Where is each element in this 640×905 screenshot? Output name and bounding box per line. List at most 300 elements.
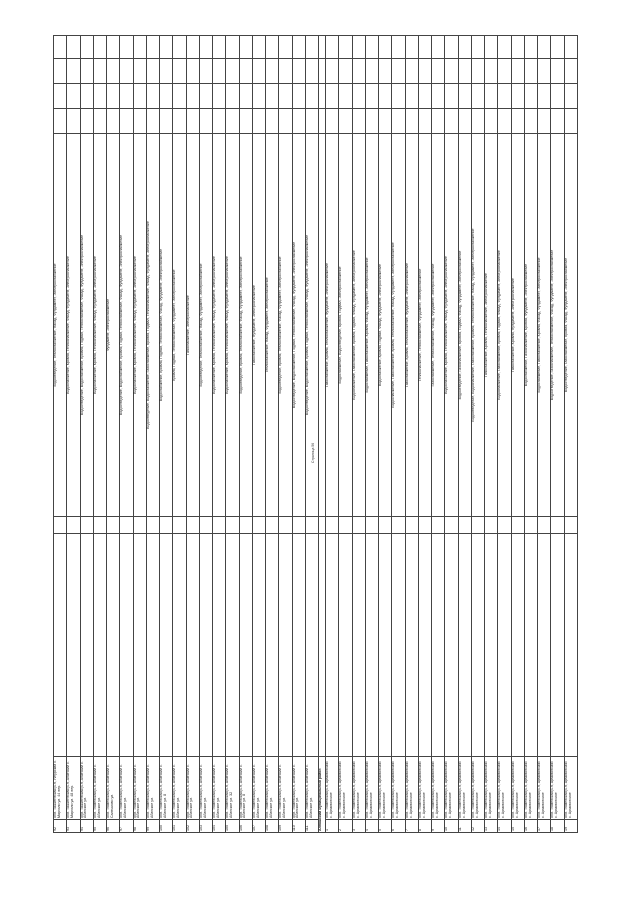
row-empty-cell	[379, 59, 392, 84]
row-empty-cell	[67, 517, 80, 534]
row-empty-cell	[292, 109, 305, 134]
row-empty-cell	[239, 109, 252, 134]
row-empty-cell	[511, 517, 524, 534]
row-works: Водоснабжение, Кровля, Теплоснабжение, Фасад, Фундамент, Электроснабжение	[133, 134, 146, 517]
row-empty-cell	[498, 534, 511, 757]
row-empty-cell	[93, 534, 106, 757]
row-empty-cell	[564, 109, 577, 134]
row-empty-cell	[133, 36, 146, 59]
row-empty-cell	[133, 534, 146, 757]
row-empty-cell	[146, 534, 159, 757]
row-empty-cell	[173, 534, 186, 757]
table-row	[498, 36, 511, 833]
row-empty-cell	[485, 109, 498, 134]
row-empty-cell	[279, 109, 292, 134]
row-empty-cell	[213, 36, 226, 59]
row-empty-cell	[551, 517, 564, 534]
table-row	[564, 36, 577, 833]
row-empty-cell	[252, 84, 265, 109]
row-empty-cell	[445, 534, 458, 757]
section-header	[319, 36, 326, 833]
row-empty-cell	[266, 36, 279, 59]
row-empty-cell	[160, 534, 173, 757]
row-works: Водоотведение, Водоснабжение, Газоснабжение, Кровля, Теплоснабжение, Фасад, Фундамент, Электроснабжение	[471, 134, 484, 517]
row-empty-cell	[80, 109, 93, 134]
row-empty-cell	[239, 84, 252, 109]
row-empty-cell	[392, 534, 405, 757]
row-empty-cell	[498, 109, 511, 134]
row-empty-cell	[213, 84, 226, 109]
row-empty-cell	[445, 109, 458, 134]
row-empty-cell	[471, 84, 484, 109]
row-empty-cell	[538, 59, 551, 84]
row-empty-cell	[120, 109, 133, 134]
table-row	[379, 36, 392, 833]
section-title: Алнашский муниципальный район	[319, 757, 326, 833]
row-empty-cell	[379, 109, 392, 134]
row-address: обл. Тюменская р-н, Абатский с. Абатское ул.	[213, 757, 226, 820]
table-row	[107, 36, 120, 833]
row-empty-cell	[146, 36, 159, 59]
row-empty-cell	[173, 59, 186, 84]
row-empty-cell	[120, 84, 133, 109]
row-empty-cell	[564, 36, 577, 59]
row-empty-cell	[405, 59, 418, 84]
row-address: обл. Тюменская р-н, Абатский с. Салтыково ул.	[107, 757, 120, 820]
row-number: 8	[418, 820, 431, 833]
row-empty-cell	[339, 84, 352, 109]
row-empty-cell	[160, 84, 173, 109]
row-empty-cell	[498, 517, 511, 534]
row-empty-cell	[93, 36, 106, 59]
row-empty-cell	[326, 534, 339, 757]
row-empty-cell	[392, 517, 405, 534]
table-row	[133, 36, 146, 833]
row-number: 12	[471, 820, 484, 833]
row-empty-cell	[146, 84, 159, 109]
row-empty-cell	[279, 36, 292, 59]
row-address: обл. Тюменская р-н, Армизонский с. Армизонское	[564, 757, 577, 820]
row-works: Водоотведение, Кровля, Теплоснабжение, Фасад, Фундамент, Электроснабжение	[279, 134, 292, 517]
row-empty-cell	[458, 36, 471, 59]
row-empty-cell	[133, 84, 146, 109]
row-address: обл. Тюменская р-н, Абатский с. Абатское ул. 32	[226, 757, 239, 820]
row-number: 100	[160, 820, 173, 833]
table-row	[93, 36, 106, 833]
row-address: обл. Тюменская р-н, Абатский с. Абатское ул.	[279, 757, 292, 820]
row-works: Водоснабжение, Водоотведение, Кровля, Подвал, Электроснабжение	[339, 134, 352, 517]
row-works: Водоотведение, Водоснабжение, Подвал, Теплоснабжение, Фасад, Фундамент, Электроснабжение	[292, 134, 305, 517]
row-empty-cell	[279, 59, 292, 84]
row-number: 3	[352, 820, 365, 833]
row-number: 105	[226, 820, 239, 833]
table-row	[146, 36, 159, 833]
row-number: 104	[213, 820, 226, 833]
row-empty-cell	[279, 534, 292, 757]
row-works: Водоснабжение, Кровля, Подвал, Теплоснабжение, Фасад, Фундамент, Электроснабжение	[160, 134, 173, 517]
row-empty-cell	[339, 109, 352, 134]
row-empty-cell	[107, 534, 120, 757]
row-empty-cell	[133, 109, 146, 134]
row-empty-cell	[392, 109, 405, 134]
row-empty-cell	[365, 84, 378, 109]
row-empty-cell	[432, 36, 445, 59]
row-address: обл. Тюменская р-н, Армизонский с. Армизонское	[418, 757, 431, 820]
table-row	[405, 36, 418, 833]
row-number: 4	[365, 820, 378, 833]
row-address: обл. Тюменская р-н, Абатский с. Абатское ул.	[173, 757, 186, 820]
row-empty-cell	[160, 109, 173, 134]
row-empty-cell	[418, 534, 431, 757]
row-empty-cell	[120, 517, 133, 534]
row-empty-cell	[511, 59, 524, 84]
table-row	[186, 36, 199, 833]
row-empty-cell	[160, 59, 173, 84]
row-empty-cell	[252, 109, 265, 134]
row-empty-cell	[80, 84, 93, 109]
row-number: 7	[405, 820, 418, 833]
row-address: обл. Тюменская р-н, Абатский с. Абатское ул.	[266, 757, 279, 820]
table-row	[292, 36, 305, 833]
row-empty-cell	[67, 59, 80, 84]
row-address: обл. Тюменская р-н, Армизонский с. Армизонское	[365, 757, 378, 820]
row-number: 15	[511, 820, 524, 833]
row-empty-cell	[292, 59, 305, 84]
row-empty-cell	[511, 534, 524, 757]
table-row	[67, 36, 80, 833]
row-empty-cell	[67, 84, 80, 109]
row-empty-cell	[551, 59, 564, 84]
row-empty-cell	[339, 59, 352, 84]
row-empty-cell	[54, 534, 67, 757]
row-empty-cell	[226, 109, 239, 134]
row-empty-cell	[239, 36, 252, 59]
row-empty-cell	[392, 84, 405, 109]
row-empty-cell	[432, 84, 445, 109]
row-empty-cell	[239, 59, 252, 84]
row-empty-cell	[551, 534, 564, 757]
row-address: обл. Тюменская р-н, Абатский с. Абатское ул.	[146, 757, 159, 820]
row-number: 11	[458, 820, 471, 833]
row-number: 13	[485, 820, 498, 833]
table-row	[252, 36, 265, 833]
row-empty-cell	[266, 517, 279, 534]
row-empty-cell	[471, 36, 484, 59]
row-number: 103	[199, 820, 212, 833]
row-empty-cell	[379, 84, 392, 109]
row-works: Водоснабжение, Газоснабжение, Кровля, Фасад, Фундамент, Электроснабжение	[538, 134, 551, 517]
row-address: обл. Ташкентская р-н, Абатский с. Маргили ул. 48 пер.	[67, 757, 80, 820]
row-empty-cell	[54, 109, 67, 134]
housing-works-table	[53, 35, 578, 833]
row-empty-cell	[326, 84, 339, 109]
row-empty-cell	[538, 84, 551, 109]
row-empty-cell	[54, 517, 67, 534]
row-address: обл. Тюменская р-н, Армизонский с. Армизонское	[551, 757, 564, 820]
row-empty-cell	[352, 59, 365, 84]
row-empty-cell	[173, 517, 186, 534]
row-empty-cell	[226, 517, 239, 534]
row-empty-cell	[524, 109, 537, 134]
row-empty-cell	[80, 517, 93, 534]
table-row	[120, 36, 133, 833]
table-row	[173, 36, 186, 833]
row-empty-cell	[199, 109, 212, 134]
table-body-bottom	[326, 36, 578, 833]
row-number: 109	[279, 820, 292, 833]
row-works: Водоотведение, Теплоснабжение, Фасад, Фундамент, Электроснабжение	[199, 134, 212, 517]
row-works: Водоотведение, Газоснабжение, Кровля, Подвал, Фасад, Фундамент, Электроснабжение	[458, 134, 471, 517]
row-empty-cell	[405, 517, 418, 534]
row-address: обл. Тюменская р-н, Абатский с. Абатское ул.	[305, 757, 318, 820]
row-empty-cell	[379, 517, 392, 534]
row-empty-cell	[67, 534, 80, 757]
row-empty-cell	[305, 517, 318, 534]
table-row	[418, 36, 431, 833]
row-empty-cell	[418, 84, 431, 109]
row-empty-cell	[226, 59, 239, 84]
row-empty-cell	[133, 59, 146, 84]
row-empty-cell	[239, 517, 252, 534]
row-empty-cell	[339, 534, 352, 757]
row-works: Водоотведение, Газоснабжение, Кровля, Фасад, Фундамент, Электроснабжение	[564, 134, 577, 517]
row-empty-cell	[538, 36, 551, 59]
row-number: 14	[498, 820, 511, 833]
row-number: 107	[252, 820, 265, 833]
row-works: Водоснабжение, Кровля, Теплоснабжение, Фасад, Фундамент, Электроснабжение	[67, 134, 80, 517]
row-number: 96	[107, 820, 120, 833]
row-empty-cell	[379, 534, 392, 757]
row-works: Водоснабжение, Кровля, Теплоснабжение, Фасад, Фундамент, Электроснабжение	[226, 134, 239, 517]
table-row	[524, 36, 537, 833]
row-works: Газоснабжение, Кровля, Теплоснабжение, Фундамент, Электроснабжение	[405, 134, 418, 517]
row-works: Водоотведение, Кровля, Теплоснабжение, Фасад, Фундамент, Электроснабжение	[239, 134, 252, 517]
table-row	[213, 36, 226, 833]
row-number: 102	[186, 820, 199, 833]
row-number: 10	[445, 820, 458, 833]
row-works: Водоснабжение, Газоснабжение, Кровля, Теплоснабжение, Фасад, Фундамент, Электроснабжение	[392, 134, 405, 517]
table-row	[305, 36, 318, 833]
table-row	[392, 36, 405, 833]
row-empty-cell	[107, 517, 120, 534]
row-works: Водоснабжение, Кровля, Подвал, Фасад, Фундамент, Электроснабжение	[379, 134, 392, 517]
row-empty-cell	[564, 534, 577, 757]
row-empty-cell	[173, 84, 186, 109]
row-empty-cell	[524, 59, 537, 84]
row-number: 18	[551, 820, 564, 833]
row-empty-cell	[133, 517, 146, 534]
row-works: Газоснабжение, Кровля, Фундамент, Электроснабжение	[511, 134, 524, 517]
row-empty-cell	[418, 517, 431, 534]
table-row	[226, 36, 239, 833]
table-body-top	[54, 36, 319, 833]
row-works: Водоотведение, Водоснабжение, Кровля, Подвал, Теплоснабжение, Фасад, Фундамент, Электроснабжение	[120, 134, 133, 517]
row-empty-cell	[199, 534, 212, 757]
row-empty-cell	[93, 59, 106, 84]
row-empty-cell	[339, 517, 352, 534]
table-row	[54, 36, 67, 833]
row-number: 106	[239, 820, 252, 833]
row-empty-cell	[326, 109, 339, 134]
row-address: обл. Тюменская р-н, Абатский с. Абатское ул.	[120, 757, 133, 820]
row-empty-cell	[252, 59, 265, 84]
table-row	[239, 36, 252, 833]
row-number: 6	[392, 820, 405, 833]
row-empty-cell	[173, 109, 186, 134]
row-empty-cell	[292, 517, 305, 534]
row-empty-cell	[213, 534, 226, 757]
row-empty-cell	[498, 59, 511, 84]
row-address: обл. Тюменская р-н, Армизонский с. Армизонское	[511, 757, 524, 820]
table-row	[471, 36, 484, 833]
row-empty-cell	[432, 59, 445, 84]
row-works: Теплоснабжение, Фасад, Фундамент, Электроснабжение	[266, 134, 279, 517]
table-row	[80, 36, 93, 833]
row-works: Водоснабжение, Кровля, Теплоснабжение, Фасад, Фундамент, Электроснабжение	[213, 134, 226, 517]
row-address: обл. Тюменская р-н, Армизонский с. Армизонское	[524, 757, 537, 820]
row-address: обл. Ташкентская р-н, Уйгурский с. Маргили ул. 44 пер.	[54, 757, 67, 820]
table-row	[326, 36, 339, 833]
row-empty-cell	[186, 36, 199, 59]
row-empty-cell	[199, 84, 212, 109]
row-number: 94	[80, 820, 93, 833]
row-address: обл. Тюменская р-н, Абатский с. Абатское ул.	[199, 757, 212, 820]
row-empty-cell	[266, 59, 279, 84]
row-empty-cell	[199, 517, 212, 534]
row-number: 1	[326, 820, 339, 833]
row-address: обл. Тюменская р-н, Армизонский с. Армизонское	[445, 757, 458, 820]
row-empty-cell	[107, 109, 120, 134]
row-works: Водоснабжение, Газоснабжение, Кровля, Подвал, Фасад, Фундамент, Электроснабжение	[498, 134, 511, 517]
row-empty-cell	[120, 59, 133, 84]
row-empty-cell	[226, 36, 239, 59]
row-empty-cell	[173, 36, 186, 59]
row-number: 98	[133, 820, 146, 833]
row-works: Водоотведение, Водоснабжение, Газоснабжение, Кровля, Подвал, Теплоснабжение, Фасад, Фундамент, Электроснабжение	[146, 134, 159, 517]
table-row	[279, 36, 292, 833]
row-empty-cell	[392, 59, 405, 84]
row-number: 19	[564, 820, 577, 833]
row-number: 93	[67, 820, 80, 833]
row-empty-cell	[326, 517, 339, 534]
row-empty-cell	[54, 59, 67, 84]
row-empty-cell	[498, 36, 511, 59]
row-empty-cell	[365, 534, 378, 757]
row-empty-cell	[279, 84, 292, 109]
row-number: 95	[93, 820, 106, 833]
row-number: 111	[305, 820, 318, 833]
row-empty-cell	[471, 534, 484, 757]
row-works: Водоотведение, Теплоснабжение, Фасад, Фундамент, Электроснабжение	[54, 134, 67, 517]
row-empty-cell	[524, 517, 537, 534]
row-empty-cell	[511, 36, 524, 59]
row-empty-cell	[524, 534, 537, 757]
row-empty-cell	[418, 59, 431, 84]
row-number: 99	[146, 820, 159, 833]
row-number: 5	[379, 820, 392, 833]
row-empty-cell	[485, 36, 498, 59]
row-empty-cell	[564, 84, 577, 109]
row-empty-cell	[365, 517, 378, 534]
row-empty-cell	[93, 109, 106, 134]
row-empty-cell	[445, 59, 458, 84]
row-empty-cell	[292, 534, 305, 757]
row-number: 2	[339, 820, 352, 833]
row-address: обл. Ташкентская р-н, Абатский с. Абатское ул.	[80, 757, 93, 820]
table-row	[445, 36, 458, 833]
row-empty-cell	[226, 84, 239, 109]
row-empty-cell	[485, 84, 498, 109]
row-empty-cell	[186, 59, 199, 84]
row-empty-cell	[471, 109, 484, 134]
table-row	[266, 36, 279, 833]
row-empty-cell	[186, 84, 199, 109]
row-address: обл. Тюменская р-н, Армизонский с. Армизонское	[405, 757, 418, 820]
row-empty-cell	[186, 517, 199, 534]
row-empty-cell	[458, 59, 471, 84]
row-empty-cell	[564, 517, 577, 534]
row-empty-cell	[551, 36, 564, 59]
row-empty-cell	[485, 59, 498, 84]
row-empty-cell	[186, 534, 199, 757]
row-empty-cell	[305, 534, 318, 757]
row-empty-cell	[120, 534, 133, 757]
row-empty-cell	[120, 36, 133, 59]
row-address: обл. Тюменская р-н, Армизонский с. Армизонское	[326, 757, 339, 820]
table-row	[160, 36, 173, 833]
row-empty-cell	[365, 109, 378, 134]
row-empty-cell	[80, 36, 93, 59]
row-empty-cell	[186, 109, 199, 134]
row-empty-cell	[239, 534, 252, 757]
row-empty-cell	[352, 36, 365, 59]
row-empty-cell	[405, 84, 418, 109]
row-empty-cell	[458, 534, 471, 757]
row-empty-cell	[538, 534, 551, 757]
row-address: обл. Тюменская р-н, Абатский с. Абатское ул. 8	[239, 757, 252, 820]
row-number: 17	[538, 820, 551, 833]
row-number: 16	[524, 820, 537, 833]
row-empty-cell	[352, 84, 365, 109]
row-address: обл. Тюменская р-н, Армизонский с. Армизонское	[352, 757, 365, 820]
row-empty-cell	[445, 517, 458, 534]
row-works: Газоснабжение, Электроснабжение	[186, 134, 199, 517]
row-empty-cell	[365, 36, 378, 59]
row-empty-cell	[93, 84, 106, 109]
row-works: Водоснабжение, Газоснабжение, Кровля, Фундамент, Электроснабжение	[524, 134, 537, 517]
row-empty-cell	[551, 84, 564, 109]
row-empty-cell	[432, 534, 445, 757]
row-empty-cell	[146, 59, 159, 84]
row-empty-cell	[67, 36, 80, 59]
table-row	[199, 36, 212, 833]
row-number: 9	[432, 820, 445, 833]
row-empty-cell	[458, 109, 471, 134]
row-empty-cell	[107, 84, 120, 109]
row-works: Газоснабжение, Теплоснабжение, Фасад, Фундамент, Электроснабжение	[432, 134, 445, 517]
row-works: Водоснабжение, Газоснабжение, Кровля, Подвал, Фасад, Фундамент, Электроснабжение	[352, 134, 365, 517]
row-address: обл. Тюменская р-н, Армизонский с. Армизонское	[498, 757, 511, 820]
row-empty-cell	[326, 59, 339, 84]
row-empty-cell	[511, 84, 524, 109]
row-empty-cell	[160, 36, 173, 59]
row-empty-cell	[326, 36, 339, 59]
row-works: Кровля, Подвал, Теплоснабжение, Фундамент, Электроснабжение	[173, 134, 186, 517]
row-address: обл. Тюменская р-н, Абатский с. Абатское ул.	[252, 757, 265, 820]
row-address: обл. Тюменская р-н, Абатский с. Абатское ул.	[133, 757, 146, 820]
row-empty-cell	[432, 517, 445, 534]
row-empty-cell	[392, 36, 405, 59]
